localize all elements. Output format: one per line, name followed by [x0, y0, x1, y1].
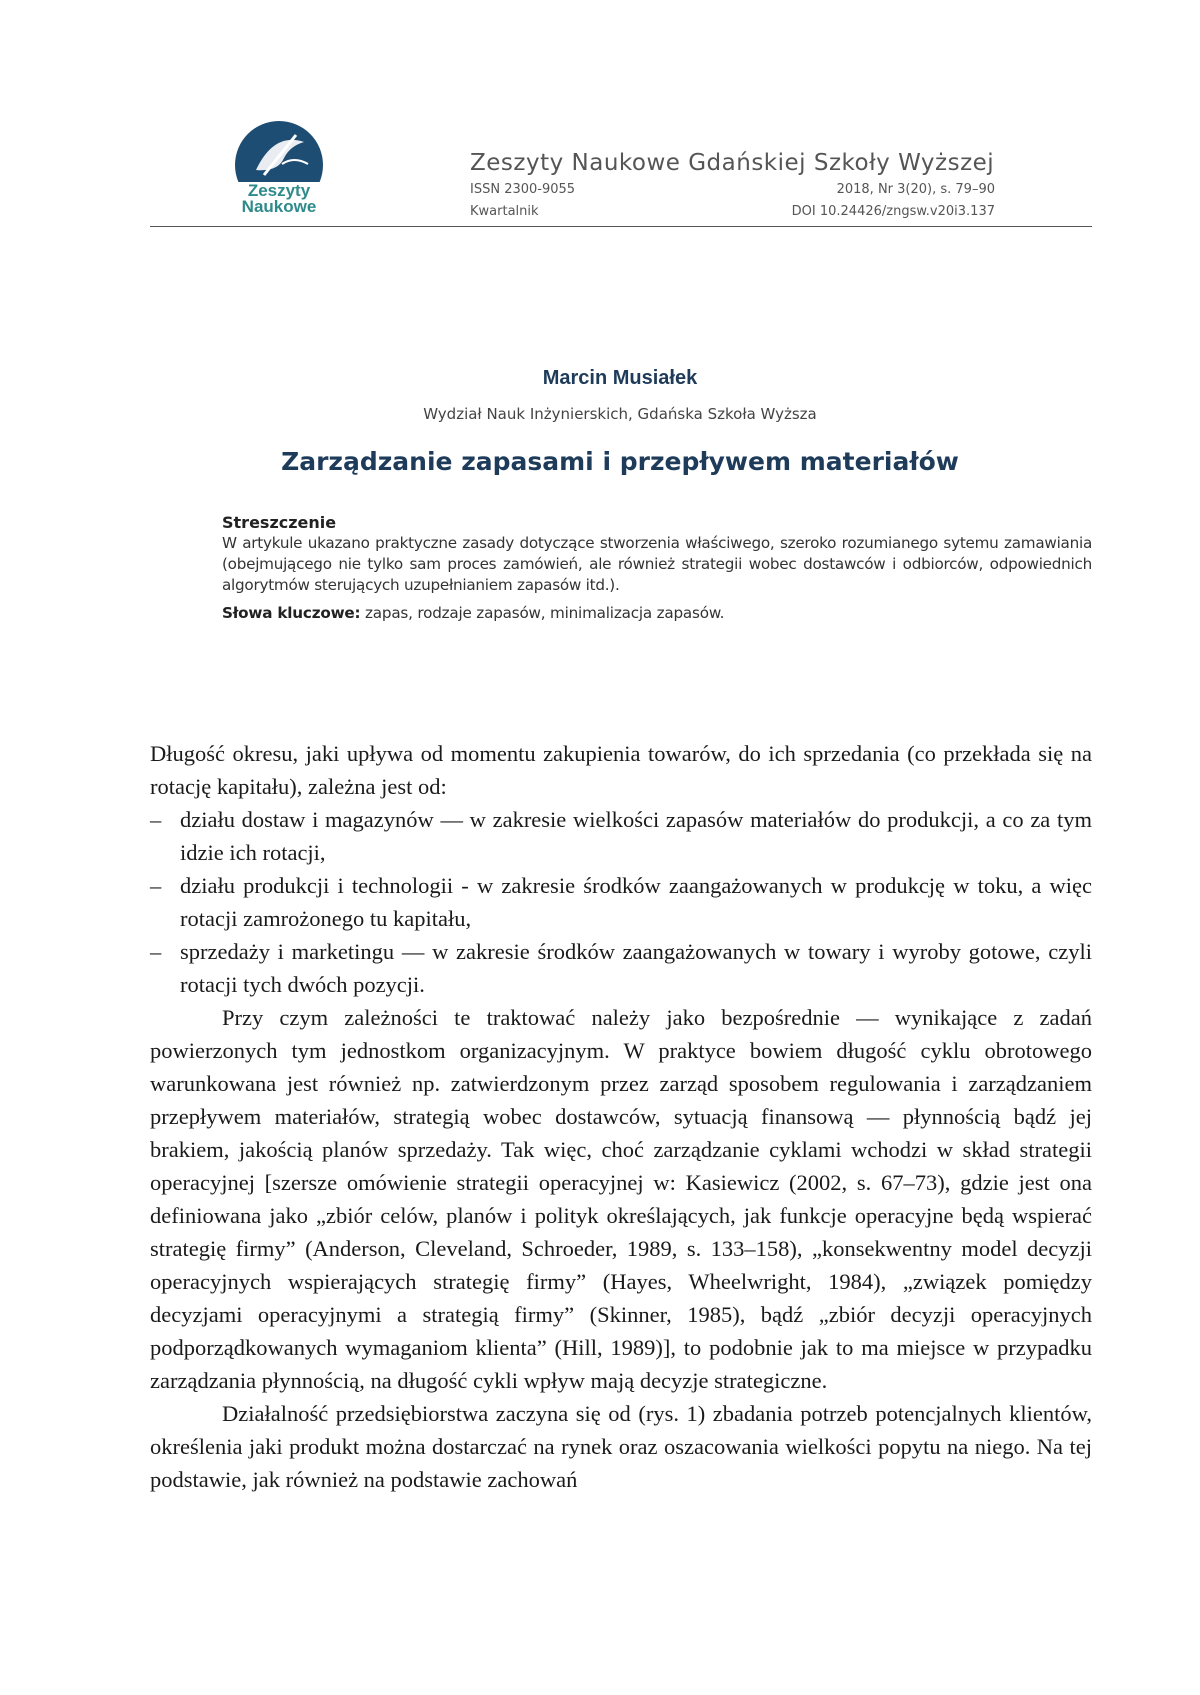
issn: ISSN 2300-9055 — [470, 182, 576, 197]
article-title: Zarządzanie zapasami i przepływem materiałów — [281, 447, 959, 476]
keywords-label: Słowa kluczowe: — [222, 604, 361, 622]
body-paragraph-3: Działalność przedsiębiorstwa zaczyna się od (rys. 1) zbadania potrzeb potencjalnych klientów, określenia jaki produkt można dostarczać na rynek oraz oszacowania wielkości popytu na niego. Na tej podstawie, jak również na podstawie zachowań — [150, 1401, 1092, 1492]
keywords-text: zapas, rodzaje zapasów, minimalizacja zapasów. — [360, 604, 725, 622]
header-divider — [150, 226, 1092, 227]
body-intro: Długość okresu, jaki upływa od momentu zakupienia towarów, do ich sprzedania (co przekłada się na rotację kapitału), zależna jest od: — [150, 741, 1092, 799]
article-author: Marcin Musiałek — [542, 367, 698, 389]
body-bullet-list — [150, 803, 1092, 1001]
journal-title: Zeszyty Naukowe Gdańskiej Szkoły Wyższej — [470, 150, 995, 176]
list-item: – działu produkcji i technologii - w zakresie środków zaangażowanych w produkcję w toku, a więc rotacji zamrożonego tu kapitału, — [150, 869, 1092, 935]
journal-meta-row-1 — [470, 182, 995, 197]
article-body — [150, 737, 1092, 1496]
logo-text-top: Zeszyty — [247, 181, 311, 200]
body-paragraph-2: Przy czym zależności te traktować należy jako bezpośrednie — wynikające z zadań powierzonych tym jednostkom organizacyjnym. W praktyce bowiem długość cyklu obrotowego warunkowana jest również np. zatwierdzonym przez zarząd sposobem regulowania i zarządzaniem przepływem materiałów, strategią wobec dostawców, sytuacją finansową — płynnością bądź jej brakiem, jakością planów sprzedaży. Tak więc, choć zarządzanie cyklami wchodzi w skład strategii operacyjnej [szersze omówienie strategii operacyjnej w: Kasiewicz (2002, s. 67–73), gdzie jest ona definiowana jako „zbiór celów, planów i polityk określających, jak funkcje operacyjne będą wspierać strategię firmy” (Anderson, Cleveland, Schroeder, 1989, s. 133–158), „konsekwentny model decyzji operacyjnych wspierających strategię firmy” (Hayes, Wheelwright, 1984), „związek pomiędzy decyzjami operacyjnymi a strategią firmy” (Skinner, 1985), bądź „zbiór decyzji operacyjnych podporządkowanych wymaganiom klienta” (Hill, 1989)], to podobnie jak to ma miejsce w przypadku zarządzania płynnością, na długość cykli wpływ mają decyzje strategiczne. — [150, 1005, 1092, 1393]
logo-text-bottom: Naukowe — [241, 197, 317, 216]
list-item: – sprzedaży i marketingu — w zakresie środków zaangażowanych w towary i wyroby gotowe, czyli rotacji tych dwóch pozycji. — [150, 935, 1092, 1001]
abstract-section — [222, 512, 1092, 624]
frequency: Kwartalnik — [470, 204, 539, 219]
journal-logo — [234, 120, 324, 218]
keywords — [222, 603, 1092, 624]
issue-info: 2018, Nr 3(20), s. 79–90 — [836, 182, 995, 197]
abstract-text: W artykule ukazano praktyczne zasady dotyczące stworzenia właściwego, szeroko rozumianego sytemu zamawiania (obejmującego nie tylko sam proces zamówień, ale również strategii wobec dostawców i odbiorców, odpowiednich algorytmów sterujących uzupełnianiem zapasów itd.). — [222, 534, 1092, 594]
author-affiliation: Wydział Nauk Inżynierskich, Gdańska Szkoła Wyższa — [423, 405, 817, 423]
abstract-heading: Streszczenie — [222, 513, 337, 532]
doi: DOI 10.24426/zngsw.v20i3.137 — [791, 204, 995, 219]
list-item: – działu dostaw i magazynów — w zakresie wielkości zapasów materiałów do produkcji, a co za tym idzie ich rotacji, — [150, 803, 1092, 869]
journal-meta-row-2 — [470, 204, 995, 219]
